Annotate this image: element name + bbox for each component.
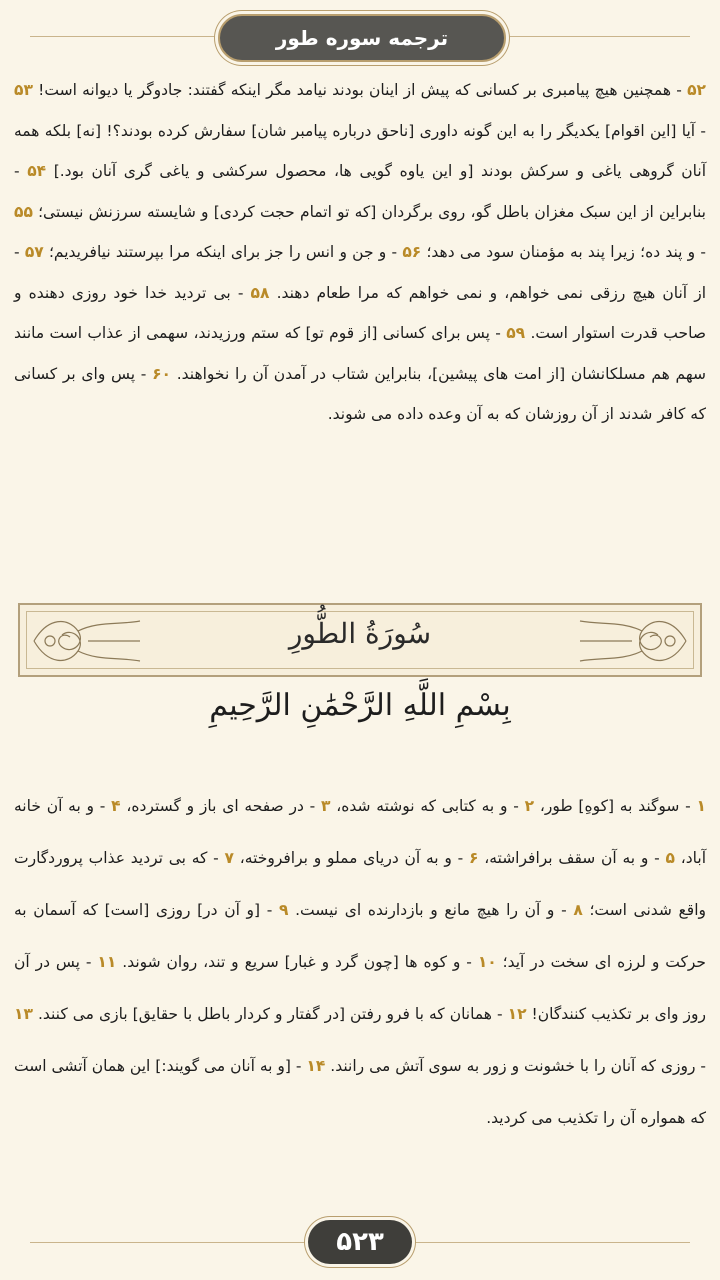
verse-text: - و به آن خانه آباد، — [14, 797, 707, 867]
verse-text: - و آن را هیچ مانع و بازدارنده ای نیست. — [288, 901, 574, 919]
verse-text: - و پند ده؛ زیرا پند به مؤمنان سود می دهد؛ — [421, 243, 706, 261]
verse-number: ۵۵ — [14, 202, 33, 221]
verse-text: - [و آن در] روزی [است] که آسمان به حرکت و لرزه ای سخت در آید؛ — [14, 901, 707, 971]
translation-passage-1 — [14, 70, 706, 435]
verse-number: ۵۸ — [250, 283, 270, 302]
verse-number: ۴ — [111, 797, 121, 815]
verse-text: - روزی که آنان را با خشونت و زور به سوی آتش می رانند. — [325, 1057, 706, 1075]
verse-text: - و کوه ها [چون گرد و غبار] سریع و تند، روان شوند. — [116, 953, 478, 971]
translation-passage-2 — [14, 780, 706, 1144]
verse-text: - [و به آنان می گویند:] این همان آتشی است که همواره آن را تکذیب می کردید. — [14, 1057, 706, 1127]
verse-text: - همچنین هیچ پیامبری بر کسانی که پیش از اینان بودند نیامد مگر اینکه گفتند: جادوگر یا دیوانه است! — [32, 81, 688, 99]
verse-text: - پس در آن روز وای بر تکذیب کنندگان! — [14, 953, 706, 1023]
title-badge — [218, 14, 506, 62]
verse-text: - همانان که با فرو رفتن [در گفتار و کردار باطل با حقایق] بازی می کنند. — [32, 1005, 508, 1023]
verse-text: - و به کتابی که نوشته شده، — [330, 797, 525, 815]
verse-number: ۵۴ — [27, 162, 47, 180]
verse-text: - و جن و انس را جز برای اینکه مرا بپرستند نیافریدیم؛ — [43, 243, 403, 261]
verse-number: ۹ — [279, 901, 289, 919]
verse-text: - سوگند به [کوهِ] طور، — [534, 797, 697, 815]
verse-number: ۵۷ — [24, 243, 44, 261]
verse-number: ۶ — [468, 849, 479, 867]
page-number: ۵۲۳ — [336, 1227, 384, 1257]
verse-number: ۵۶ — [402, 243, 422, 261]
verse-text: - در صفحه ای باز و گسترده، — [120, 797, 322, 815]
verse-number: ۱۱ — [97, 953, 117, 971]
header — [0, 8, 720, 64]
verse-number: ۱۲ — [507, 1005, 527, 1023]
verse-number: ۱۰ — [477, 953, 497, 971]
verse-text: - بی تردید خدا خود روزی دهنده و صاحب قدرت استوار است. — [14, 283, 706, 342]
verse-text: - پس برای کسانی [از قوم تو] که ستم ورزیدند، سهمی از عذاب است مانند سهم هم مسلکانشان [از امت های پیشین]، بنابراین شتاب در آمدن آن را نخواهند. — [14, 324, 706, 383]
verse-text: - و به آن سقف برافراشته، — [478, 849, 666, 867]
verse-number: ۵۲ — [687, 81, 706, 99]
verse-number: ۷ — [224, 849, 235, 867]
page-number-badge — [308, 1220, 412, 1264]
verse-number: ۶۰ — [152, 364, 172, 383]
page-title: ترجمه سوره طور — [275, 26, 449, 50]
verse-number: ۵۳ — [14, 81, 33, 99]
surah-name: سُورَةُ الطُّورِ — [288, 617, 432, 650]
verse-text: - بنابراین از این سبک مغزان باطل گو، روی برگردان [که تو اتمام حجت کردی] و شایسته سرزنش نیستی؛ — [14, 162, 706, 221]
verse-text: - پس وای بر کسانی که کافر شدند از آن روزشان که به آن وعده داده می شوند. — [14, 364, 706, 423]
verse-number: ۵ — [665, 849, 675, 867]
verse-text: - که بی تردید عذاب پروردگارت واقع شدنی است؛ — [14, 849, 706, 919]
footer — [0, 1216, 720, 1268]
verse-number: ۳ — [321, 797, 331, 815]
basmala: بِسْمِ اللَّهِ الرَّحْمَٰنِ الرَّحِيمِ — [209, 688, 511, 723]
verse-text: - از آنان هیچ رزقی نمی خواهم، و نمی خواهم که مرا طعام دهند. — [14, 243, 707, 302]
verse-number: ۵۹ — [506, 324, 526, 342]
verse-text: - و به آن دریای مملو و برافروخته، — [234, 849, 469, 867]
verse-number: ۸ — [573, 901, 583, 919]
verse-number: ۱ — [696, 797, 706, 815]
verse-number: ۲ — [524, 797, 535, 815]
verse-text: - آیا [این اقوام] یکدیگر را به این گونه داوری [ناحق درباره پیامبر شان] سفارش کرده بودند؟! [نه] بلکه همه آنان گروهی یاغی و سرکش بودند [و این یاوه گویی ها، محصول سرکشی و یاغی گری آنان بود.] — [14, 121, 706, 180]
verse-number: ۱۳ — [14, 1005, 33, 1023]
surah-banner — [18, 603, 702, 677]
verse-number: ۱۴ — [306, 1057, 326, 1075]
